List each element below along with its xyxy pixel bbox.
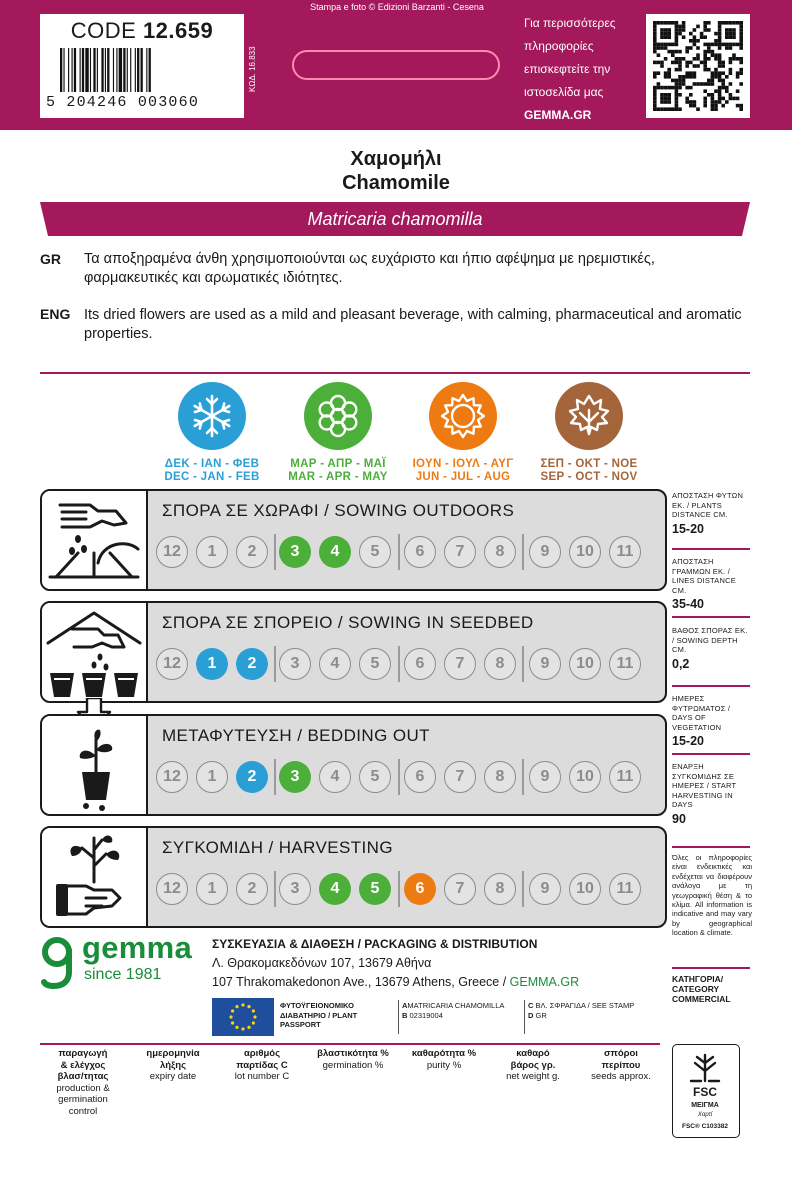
- sowing-outdoors-icon: [42, 491, 148, 589]
- month-8: 8: [484, 536, 516, 568]
- side-label: ΕΝΑΡΞΗ ΣΥΓΚΟΜΙΔΗΣ ΣΕ ΗΜΕΡΕΣ / START HARVESTING IN DAYS: [672, 762, 737, 809]
- plant-passport-label: ΦΥΤΟΫΓΕΙΟΝΟΜΙΚΟ ΔΙΑΒΑΤΗΡΙΟ / PLANT PASSPORT: [280, 1001, 358, 1029]
- hang-hole-outline: [292, 50, 500, 80]
- product-code: CODE 12.659: [70, 18, 214, 43]
- season-separator: [522, 646, 524, 682]
- month-2: 2: [236, 761, 268, 793]
- side-divider: [672, 685, 750, 687]
- days-of-vegetation: [672, 694, 750, 748]
- col-sub: germination %: [322, 1059, 384, 1071]
- month-6: 6: [404, 761, 436, 793]
- month-8: 8: [484, 648, 516, 680]
- month-1: 1: [196, 536, 228, 568]
- month-10: 10: [569, 761, 601, 793]
- barcode-digits: 5 204246 003060: [46, 94, 200, 111]
- month-5: 5: [359, 873, 391, 905]
- season-separator: [274, 646, 276, 682]
- passport-key: C: [528, 1001, 534, 1010]
- col-heading: καθαρότητα %: [411, 1048, 477, 1059]
- month-10: 10: [569, 873, 601, 905]
- season-gr: ΙΟΥΝ - ΙΟΥΛ - ΑΥΓ: [412, 458, 514, 470]
- gemma-logo-icon: [40, 934, 74, 990]
- passport-key: D: [528, 1010, 534, 1020]
- col-heading: βλαστικότητα %: [317, 1048, 389, 1059]
- snowflake-icon: [178, 382, 246, 450]
- fsc-mix: ΜΕΙΓΜΑ: [691, 1102, 719, 1109]
- passport-a-b: [402, 1001, 512, 1020]
- address-gr: Λ. Θρακομακεδόνων 107, 13679 Αθήνα: [212, 956, 432, 970]
- panel-sowing-outdoors: [40, 489, 667, 591]
- eu-flag-icon: [212, 998, 274, 1036]
- month-5: 5: [359, 536, 391, 568]
- month-7: 7: [444, 761, 476, 793]
- season-separator: [398, 871, 400, 907]
- panel-bedding-out: [40, 714, 667, 816]
- month-12: 12: [156, 873, 188, 905]
- disclaimer-note: Όλες οι πληροφορίες είναι ενδεικτικές και ενδέχεται να διαφέρουν ανάλογα με τη γεωγραφική θέση & το κλίμα. All information is indicative and may vary by geographical location & climate.: [672, 853, 752, 938]
- month-6: 6: [404, 873, 436, 905]
- side-label: ΑΠΟΣΤΑΣΗ ΦΥΤΩΝ ΕΚ. / PLANTS DISTANCE CM.: [672, 491, 744, 519]
- latin-name: Matricaria chamomilla: [307, 209, 483, 229]
- col-sub: control: [68, 1105, 98, 1117]
- panel-title: ΣΠΟΡΑ ΣΕ ΣΠΟΡΕΙΟ / SOWING IN SEEDBED: [162, 613, 534, 632]
- fsc-tree-icon: [689, 1049, 721, 1083]
- month-4: 4: [319, 536, 351, 568]
- packaging-title: ΣΥΣΚΕΥΑΣΙΑ & ΔΙΑΘΕΣΗ / PACKAGING & DISTRIBUTION: [212, 937, 538, 951]
- side-value: 15-20: [672, 734, 704, 748]
- lang-tag-gr: GR: [40, 251, 61, 267]
- month-2: 2: [236, 873, 268, 905]
- category-label: ΚΑΤΗΓΟΡΙΑ/ CATEGORY: [672, 974, 724, 994]
- col-sub: seeds approx.: [591, 1071, 651, 1082]
- month-9: 9: [529, 873, 561, 905]
- month-11: 11: [609, 761, 641, 793]
- month-4: 4: [319, 873, 351, 905]
- sun-icon: [429, 382, 497, 450]
- month-4: 4: [319, 648, 351, 680]
- net-weight: [492, 1048, 574, 1083]
- season-separator: [274, 871, 276, 907]
- fsc-code: FSC® C103382: [682, 1123, 728, 1130]
- season-separator: [522, 534, 524, 570]
- col-heading: αριθμός: [243, 1048, 281, 1059]
- panel-harvesting: [40, 826, 667, 928]
- side-value: 90: [672, 811, 686, 826]
- passport-divider: [398, 1000, 399, 1034]
- side-value: 15-20: [672, 521, 704, 536]
- copyright: Stampa e foto © Edizioni Barzanti - Cesena: [310, 2, 484, 12]
- product-name-gr: Χαμομήλι: [350, 148, 442, 170]
- passport-divider: [524, 1000, 525, 1034]
- month-9: 9: [529, 761, 561, 793]
- season-en: MAR - APR - MAY: [288, 471, 388, 483]
- month-1: 1: [196, 761, 228, 793]
- panel-title: ΜΕΤΑΦΥΤΕΥΣΗ / BEDDING OUT: [162, 726, 430, 745]
- start-harvesting: [672, 762, 750, 826]
- month-7: 7: [444, 648, 476, 680]
- passport-c: ΒΛ. ΣΦΡΑΓΙΔΑ / SEE STAMP: [535, 1001, 635, 1010]
- col-heading: βλασ/τητας: [57, 1071, 109, 1082]
- season-label-autumn: [529, 458, 649, 484]
- barcode: [60, 48, 230, 94]
- info-url[interactable]: GEMMA.GR: [524, 108, 592, 122]
- info-line: πληροφορίες: [524, 39, 594, 53]
- month-12: 12: [156, 536, 188, 568]
- brand-name: gemma: [82, 930, 193, 965]
- month-5: 5: [359, 648, 391, 680]
- divider: [40, 1043, 660, 1045]
- month-3: 3: [279, 873, 311, 905]
- col-heading: παρτίδας C: [236, 1059, 288, 1071]
- month-3: 3: [279, 648, 311, 680]
- col-heading: βάρος γρ.: [510, 1059, 556, 1071]
- passport-key: B: [402, 1010, 408, 1020]
- leaf-icon: [555, 382, 623, 450]
- month-11: 11: [609, 536, 641, 568]
- season-label-winter: [152, 458, 272, 484]
- brand-since: since 1981: [84, 966, 162, 983]
- side-divider: [672, 548, 750, 550]
- bedding-out-icon: [42, 716, 148, 814]
- info-line: ιστοσελίδα μας: [524, 85, 604, 99]
- address-url[interactable]: GEMMA.GR: [509, 975, 580, 989]
- col-sub: expiry date: [149, 1071, 197, 1082]
- fsc-text: FSC: [693, 1085, 717, 1099]
- month-1: 1: [196, 648, 228, 680]
- expiry-date: [132, 1048, 214, 1083]
- col-sub: germination: [58, 1094, 108, 1105]
- month-8: 8: [484, 761, 516, 793]
- sowing-seedbed-icon: [42, 603, 148, 701]
- sowing-depth: [672, 626, 750, 671]
- description-en: Its dried flowers are used as a mild and pleasant beverage, with calming, pharmaceutical and aromatic properties.: [84, 307, 742, 342]
- kod-number: ΚΩΔ. 16.833: [248, 46, 257, 92]
- side-label: ΗΜΕΡΕΣ ΦΥΤΡΩΜΑΤΟΣ / DAYS OF VEGETATION: [672, 694, 731, 732]
- col-sub: net weight g.: [506, 1071, 560, 1082]
- season-gr: ΣΕΠ - ΟΚΤ - ΝΟΕ: [540, 458, 638, 470]
- side-label: ΑΠΟΣΤΑΣΗ ΓΡΑΜΜΩΝ ΕΚ. / LINES DISTANCE CM.: [672, 557, 736, 595]
- month-7: 7: [444, 873, 476, 905]
- season-en: DEC - JAN - FEB: [164, 471, 260, 483]
- col-heading: σπόροι: [604, 1048, 638, 1059]
- month-10: 10: [569, 648, 601, 680]
- season-separator: [398, 759, 400, 795]
- side-divider: [672, 846, 750, 848]
- month-5: 5: [359, 761, 391, 793]
- plants-distance: [672, 491, 750, 536]
- month-12: 12: [156, 761, 188, 793]
- panel-title: ΣΥΓΚΟΜΙΔΗ / HARVESTING: [162, 838, 393, 857]
- side-divider: [672, 616, 750, 618]
- month-6: 6: [404, 648, 436, 680]
- production-control: [40, 1048, 126, 1117]
- season-separator: [274, 534, 276, 570]
- month-12: 12: [156, 648, 188, 680]
- address-en-text: 107 Thrakomakedonon Ave., 13679 Athens, Greece /: [212, 975, 510, 989]
- code-box: [40, 14, 244, 118]
- passport-key: A: [402, 1001, 408, 1010]
- lang-tag-en: ENG: [40, 306, 71, 322]
- purity: [402, 1048, 486, 1071]
- qr-code-icon: [646, 14, 750, 118]
- month-2: 2: [236, 536, 268, 568]
- info-line: επισκεφτείτε την: [524, 62, 611, 76]
- side-label: ΒΑΘΟΣ ΣΠΟΡΑΣ ΕΚ. / SOWING DEPTH CM.: [672, 626, 748, 654]
- fsc-label: [672, 1044, 740, 1138]
- side-value: 0,2: [672, 656, 690, 671]
- month-7: 7: [444, 536, 476, 568]
- col-sub: lot number C: [234, 1071, 290, 1082]
- col-heading: λήξης: [159, 1059, 187, 1071]
- month-3: 3: [279, 761, 311, 793]
- season-separator: [274, 759, 276, 795]
- passport-c-d: [528, 1001, 638, 1020]
- month-9: 9: [529, 648, 561, 680]
- info-line: Για περισσότερες: [524, 16, 616, 30]
- month-10: 10: [569, 536, 601, 568]
- month-11: 11: [609, 873, 641, 905]
- season-label-spring: [278, 458, 398, 484]
- side-divider: [672, 967, 750, 969]
- description-gr: Τα αποξηραμένα άνθη χρησιμοποιούνται ως ευχάριστο και ήπιο αφέψημα με ηρεμιστικές, φαρμακευτικές και αρωματικές ιδιότητες.: [84, 251, 655, 286]
- season-gr: ΜΑΡ - ΑΠΡ - ΜΑΪ: [290, 458, 386, 470]
- season-separator: [522, 759, 524, 795]
- col-heading: παραγωγή: [58, 1048, 108, 1059]
- category: [672, 974, 752, 1004]
- col-heading: & ελέγχος: [60, 1059, 106, 1071]
- address-en: [212, 975, 579, 989]
- fsc-paper: Χαρτί: [697, 1112, 713, 1118]
- month-2: 2: [236, 648, 268, 680]
- month-6: 6: [404, 536, 436, 568]
- season-separator: [522, 871, 524, 907]
- season-separator: [398, 534, 400, 570]
- lines-distance: [672, 557, 750, 611]
- qr-code[interactable]: [646, 14, 750, 118]
- product-name-en: Chamomile: [342, 172, 450, 194]
- lot-number: [220, 1048, 304, 1083]
- month-3: 3: [279, 536, 311, 568]
- harvesting-icon: [42, 828, 148, 926]
- germination: [306, 1048, 400, 1071]
- season-en: SEP - OCT - NOV: [540, 471, 638, 483]
- col-heading: ημερομηνία: [146, 1048, 200, 1059]
- month-1: 1: [196, 873, 228, 905]
- side-divider: [672, 753, 750, 755]
- month-4: 4: [319, 761, 351, 793]
- info-text: [524, 12, 642, 127]
- col-heading: περίπου: [601, 1059, 641, 1071]
- col-heading: καθαρό: [516, 1048, 550, 1059]
- month-8: 8: [484, 873, 516, 905]
- panel-sowing-seedbed: [40, 601, 667, 703]
- seeds-approx: [580, 1048, 662, 1083]
- panel-title: ΣΠΟΡΑ ΣΕ ΧΩΡΑΦΙ / SOWING OUTDOORS: [162, 501, 515, 520]
- col-sub: production &: [56, 1082, 110, 1094]
- side-value: 35-40: [672, 597, 704, 611]
- season-en: JUN - JUL - AUG: [415, 471, 511, 483]
- divider: [40, 372, 750, 374]
- col-sub: purity %: [426, 1059, 462, 1071]
- flower-icon: [304, 382, 372, 450]
- passport-d: GR: [535, 1010, 547, 1020]
- season-label-summer: [403, 458, 523, 484]
- season-gr: ΔΕΚ - ΙΑΝ - ΦΕΒ: [164, 458, 260, 470]
- category-value: COMMERCIAL: [672, 994, 731, 1004]
- month-9: 9: [529, 536, 561, 568]
- passport-b: 02319004: [409, 1010, 443, 1020]
- passport-a: MATRICARIA CHAMOMILLA: [407, 1001, 505, 1010]
- season-separator: [398, 646, 400, 682]
- month-11: 11: [609, 648, 641, 680]
